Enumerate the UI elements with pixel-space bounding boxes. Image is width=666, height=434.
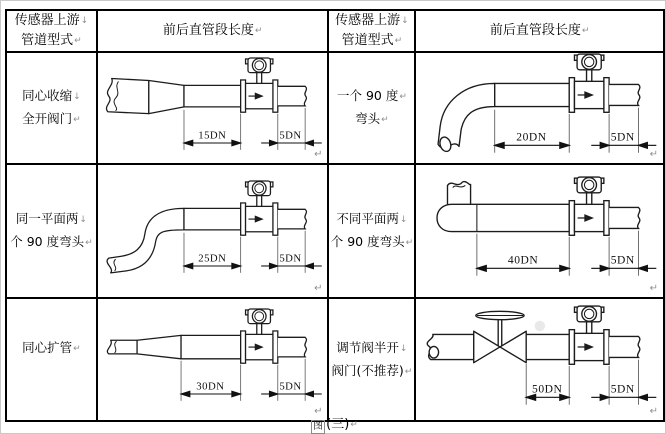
large-pipe xyxy=(106,78,148,113)
paragraph-mark: ↵ xyxy=(314,406,323,418)
paragraph-mark: ↵ xyxy=(649,149,658,161)
paragraph-mark: ↵ xyxy=(350,420,358,430)
valve-body-right xyxy=(500,331,526,362)
paragraph-mark: ↵ xyxy=(74,36,82,46)
downstream-dim-label: 5DN xyxy=(611,383,636,396)
outlet-pipe xyxy=(278,209,307,229)
diagram-two-90-degree-elbows-different-planes xyxy=(416,176,663,286)
valve-body-left xyxy=(474,331,500,362)
paragraph-mark: ↵ xyxy=(394,36,403,46)
line-break-mark: ↓ xyxy=(401,16,409,26)
paragraph-mark: ↵ xyxy=(314,149,323,161)
paragraph-mark: ↵ xyxy=(314,283,323,295)
figure-glyph-box: 图 xyxy=(313,421,324,432)
upstream-pipe xyxy=(184,208,241,229)
watermark-dot xyxy=(535,320,545,330)
pipe-type-label: 不同平面两 xyxy=(336,211,399,227)
pipe-type-label: 一个 90 度 xyxy=(336,88,399,104)
caption-text: (三) xyxy=(326,417,350,432)
diagram-half-open-regulating-valve xyxy=(416,305,663,418)
reducer-cone xyxy=(149,80,184,113)
vertical-inlet-pipe xyxy=(448,182,471,205)
diagram-cell xyxy=(415,52,664,164)
diagram-concentric-expander xyxy=(98,308,328,411)
outlet-pipe xyxy=(609,84,640,105)
header-text: 前后直管段长度 xyxy=(162,23,254,38)
header-text: 前后直管段长度 xyxy=(489,23,581,38)
pipe-type-label: 同心收缩 xyxy=(22,88,73,104)
pipe-type-label: 全开阀门 xyxy=(22,111,73,127)
paragraph-mark: ↵ xyxy=(73,343,81,354)
horizontal-pipe xyxy=(437,204,569,231)
line-break-mark: ↓ xyxy=(79,215,87,226)
header-straight-length-left xyxy=(97,10,329,52)
downstream-dim-label: 5DN xyxy=(611,131,636,144)
flow-meter-icon xyxy=(570,177,610,235)
flow-meter-icon xyxy=(241,58,278,112)
pipe-type-cell xyxy=(328,298,415,421)
paragraph-mark: ↵ xyxy=(399,92,407,103)
figure-caption xyxy=(5,413,664,434)
upstream-dim-label: 50DN xyxy=(532,383,563,396)
pipe-type-cell xyxy=(328,164,415,298)
upstream-pipe xyxy=(184,85,241,106)
paragraph-mark: ↵ xyxy=(649,283,658,295)
paragraph-mark: ↵ xyxy=(381,115,389,126)
downstream-dim-label: 5DN xyxy=(279,129,302,142)
diagram-cell xyxy=(97,52,329,164)
header-row xyxy=(6,10,664,52)
paragraph-mark: ↵ xyxy=(404,366,413,377)
pipe-type-label: 同一平面两 xyxy=(15,211,79,227)
diagram-two-90-degree-elbows-same-plane xyxy=(98,180,328,283)
flow-meter-icon xyxy=(241,309,278,363)
flow-meter-icon xyxy=(570,306,610,364)
pipe-type-cell xyxy=(6,52,97,164)
upstream-dim-label: 25DN xyxy=(198,252,227,265)
diagram-concentric-reducer-full-open-valve xyxy=(98,57,328,160)
outlet-pipe xyxy=(609,208,640,229)
upstream-dim-label: 30DN xyxy=(196,380,225,393)
line-break-mark: ↓ xyxy=(80,16,89,26)
downstream-dim-label: 5DN xyxy=(279,380,302,393)
line-break-mark: ↓ xyxy=(399,215,408,226)
paragraph-mark: ↵ xyxy=(581,26,590,36)
pipe-type-label: 同心扩管 xyxy=(22,339,73,355)
table-row xyxy=(6,164,664,298)
line-break-mark: ↓ xyxy=(399,343,408,354)
paragraph-mark: ↵ xyxy=(254,26,263,36)
paragraph-mark: ↵ xyxy=(405,238,414,249)
diagram-cell xyxy=(97,298,329,421)
pipe-type-cell xyxy=(6,164,97,298)
pipe-type-label: 个 90 度弯头 xyxy=(330,234,405,250)
paragraph-mark: ↵ xyxy=(649,406,658,418)
extension-lines xyxy=(477,231,639,276)
pipe-type-label: 个 90 度弯头 xyxy=(10,234,85,250)
outlet-pipe xyxy=(609,336,640,357)
downstream-dim-label: 5DN xyxy=(279,252,302,265)
outlet-pipe xyxy=(278,86,307,106)
small-pipe xyxy=(107,341,137,355)
diagram-cell xyxy=(415,164,664,298)
diagram-single-90-degree-elbow xyxy=(416,53,663,163)
table-row xyxy=(6,298,664,421)
header-text: 传感器上游 xyxy=(14,13,80,28)
header-text: 管道型式 xyxy=(341,33,394,48)
s-bend-pipe xyxy=(107,208,184,272)
outlet-pipe xyxy=(278,338,307,358)
flow-meter-icon xyxy=(241,181,278,235)
paragraph-mark: ↵ xyxy=(73,115,81,126)
line-break-mark: ↓ xyxy=(73,92,81,103)
downstream-dim-label: 5DN xyxy=(611,254,636,267)
upstream-dim-label: 15DN xyxy=(198,129,227,142)
diagram-cell xyxy=(415,298,664,421)
upstream-pipe xyxy=(527,334,570,359)
pipe-type-label: 弯头 xyxy=(355,111,381,127)
installation-requirements-table xyxy=(5,9,665,422)
header-pipe-type-right xyxy=(328,10,415,52)
upstream-pipe xyxy=(181,336,241,359)
diagram-cell xyxy=(97,164,329,298)
table-row xyxy=(6,52,664,164)
expander-cone xyxy=(137,336,181,359)
pipe-type-label: 调节阀半开 xyxy=(336,339,399,355)
pipe-type-cell xyxy=(6,298,97,421)
header-text: 管道型式 xyxy=(21,33,74,48)
paragraph-mark: ↵ xyxy=(85,238,93,249)
header-pipe-type-left xyxy=(6,10,97,52)
flow-meter-icon xyxy=(570,54,610,112)
header-text: 传感器上游 xyxy=(335,13,401,28)
header-straight-length-right xyxy=(415,10,664,52)
upstream-dim-label: 20DN xyxy=(516,131,547,144)
upstream-dim-label: 40DN xyxy=(508,254,539,267)
valve-stem xyxy=(499,317,503,346)
pipe-type-label: 阀门(不推荐) xyxy=(331,362,404,378)
pipe-type-cell xyxy=(328,52,415,164)
upstream-pipe xyxy=(495,83,570,106)
